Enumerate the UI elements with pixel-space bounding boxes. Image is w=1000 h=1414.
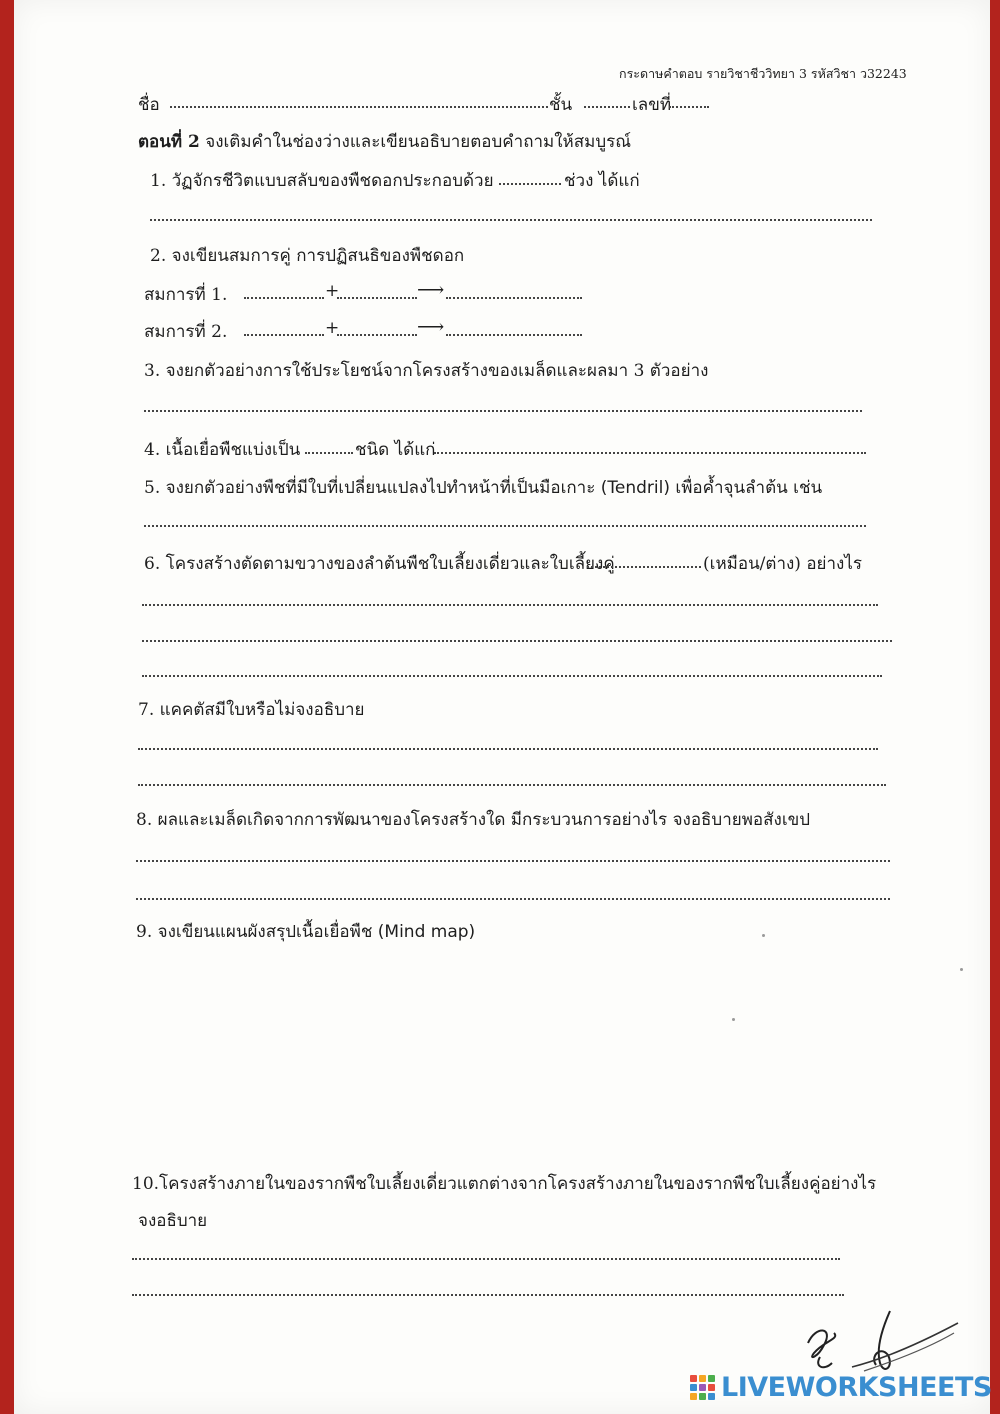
question-5-answer-line[interactable] bbox=[144, 525, 866, 527]
class-field[interactable] bbox=[584, 106, 630, 108]
equation-1-plus: + bbox=[325, 281, 340, 301]
equation-1-arrow-icon: ⟶ bbox=[417, 279, 445, 301]
question-5-after: เพื่อค้ำจุนลำต้น เช่น bbox=[675, 478, 823, 498]
question-5-text bbox=[144, 474, 822, 501]
equation-2-label: สมการที่ 2. bbox=[144, 322, 228, 342]
question-4-text: 4. เนื้อเยื่อพืชแบ่งเป็น bbox=[144, 440, 301, 460]
question-6-after: (เหมือน/ต่าง) อย่างไร bbox=[703, 554, 863, 574]
sheet-header: กระดาษคำตอบ รายวิชาชีววิทยา 3 รหัสวิชา ว32243 bbox=[619, 66, 907, 81]
question-4-answer-line[interactable] bbox=[434, 452, 866, 454]
question-5-english: (Tendril) bbox=[600, 478, 670, 498]
mind-map-area[interactable] bbox=[136, 950, 876, 1150]
section-number: ตอนที่ 2 bbox=[138, 132, 200, 152]
liveworksheets-text: LIVEWORKSHEETS bbox=[721, 1372, 992, 1403]
question-4-count-field[interactable] bbox=[305, 452, 353, 454]
equation-1-reactant-1[interactable] bbox=[244, 297, 324, 299]
question-10-line-2: จงอธิบาย bbox=[138, 1211, 208, 1231]
question-6-answer-line-2[interactable] bbox=[142, 640, 892, 642]
question-7-text: 7. แคคตัสมีใบหรือไม่จงอธิบาย bbox=[138, 700, 365, 720]
question-6-answer-line-1[interactable] bbox=[142, 604, 878, 606]
question-3-text: 3. จงยกตัวอย่างการใช้ประโยชน์จากโครงสร้างของเมล็ดและผลมา 3 ตัวอย่าง bbox=[144, 361, 709, 381]
question-1-after: ช่วง ได้แก่ bbox=[564, 171, 640, 191]
question-9-english: (Mind map) bbox=[377, 922, 476, 942]
equation-1-label: สมการที่ 1. bbox=[144, 285, 228, 305]
section-title bbox=[138, 128, 631, 155]
equation-2-reactant-1[interactable] bbox=[244, 334, 324, 336]
question-1-answer-line[interactable] bbox=[150, 219, 872, 221]
question-6-text: 6. โครงสร้างตัดตามขวางของลำต้นพืชใบเลี้ยงเดี่ยวและใบเลี้ยงคู่ bbox=[144, 554, 615, 574]
number-field[interactable] bbox=[669, 106, 709, 108]
question-10-answer-line-1[interactable] bbox=[132, 1258, 840, 1260]
number-label: เลขที่ bbox=[632, 95, 672, 115]
question-9-text bbox=[136, 918, 475, 945]
question-9-thai: 9. จงเขียนแผนผังสรุปเนื้อเยื่อพืช bbox=[136, 922, 373, 942]
name-field[interactable] bbox=[170, 106, 548, 108]
question-6-answer-line-3[interactable] bbox=[142, 675, 882, 677]
liveworksheets-logo bbox=[690, 1372, 992, 1403]
question-8-text: 8. ผลและเมล็ดเกิดจากการพัฒนาของโครงสร้างใด มีกระบวนการอย่างไร จงอธิบายพอสังเขป bbox=[136, 810, 811, 830]
equation-2-plus: + bbox=[325, 318, 340, 338]
question-4-mid: ชนิด ได้แก่ bbox=[355, 440, 436, 460]
section-instructions: จงเติมคำในช่องว่างและเขียนอธิบายตอบคำถามให้สมบูรณ์ bbox=[205, 132, 632, 152]
equation-2-arrow-icon: ⟶ bbox=[417, 316, 445, 338]
question-6-choice-field[interactable] bbox=[587, 566, 701, 568]
question-1-text: 1. วัฏจักรชีวิตแบบสลับของพืชดอกประกอบด้วย bbox=[150, 171, 494, 191]
question-8-answer-line-1[interactable] bbox=[136, 860, 890, 862]
question-5-before: 5. จงยกตัวอย่างพืชที่มีใบที่เปลี่ยนแปลงไปทำหน้าที่เป็นมือเกาะ bbox=[144, 478, 596, 498]
question-7-answer-line-1[interactable] bbox=[138, 748, 878, 750]
question-3-answer-line[interactable] bbox=[144, 410, 862, 412]
question-8-answer-line-2[interactable] bbox=[136, 898, 890, 900]
equation-2-product[interactable] bbox=[446, 334, 582, 336]
answer-sheet bbox=[14, 0, 990, 1414]
question-10-answer-line-2[interactable] bbox=[132, 1294, 844, 1296]
equation-2-reactant-2[interactable] bbox=[337, 334, 417, 336]
question-1-count-field[interactable] bbox=[499, 183, 561, 185]
question-2-text: 2. จงเขียนสมการคู่ การปฏิสนธิของพืชดอก bbox=[150, 246, 465, 266]
question-7-answer-line-2[interactable] bbox=[138, 784, 886, 786]
question-10-line-1: 10.โครงสร้างภายในของรากพืชใบเลี้ยงเดี่ยวแตกต่างจากโครงสร้างภายในของรากพืชใบเลี้ยงคู่อย่างไร bbox=[132, 1174, 877, 1194]
equation-1-product[interactable] bbox=[446, 297, 582, 299]
class-label: ชั้น bbox=[549, 95, 573, 115]
equation-1-reactant-2[interactable] bbox=[337, 297, 417, 299]
name-label: ชื่อ bbox=[138, 95, 160, 115]
liveworksheets-icon bbox=[690, 1375, 715, 1400]
